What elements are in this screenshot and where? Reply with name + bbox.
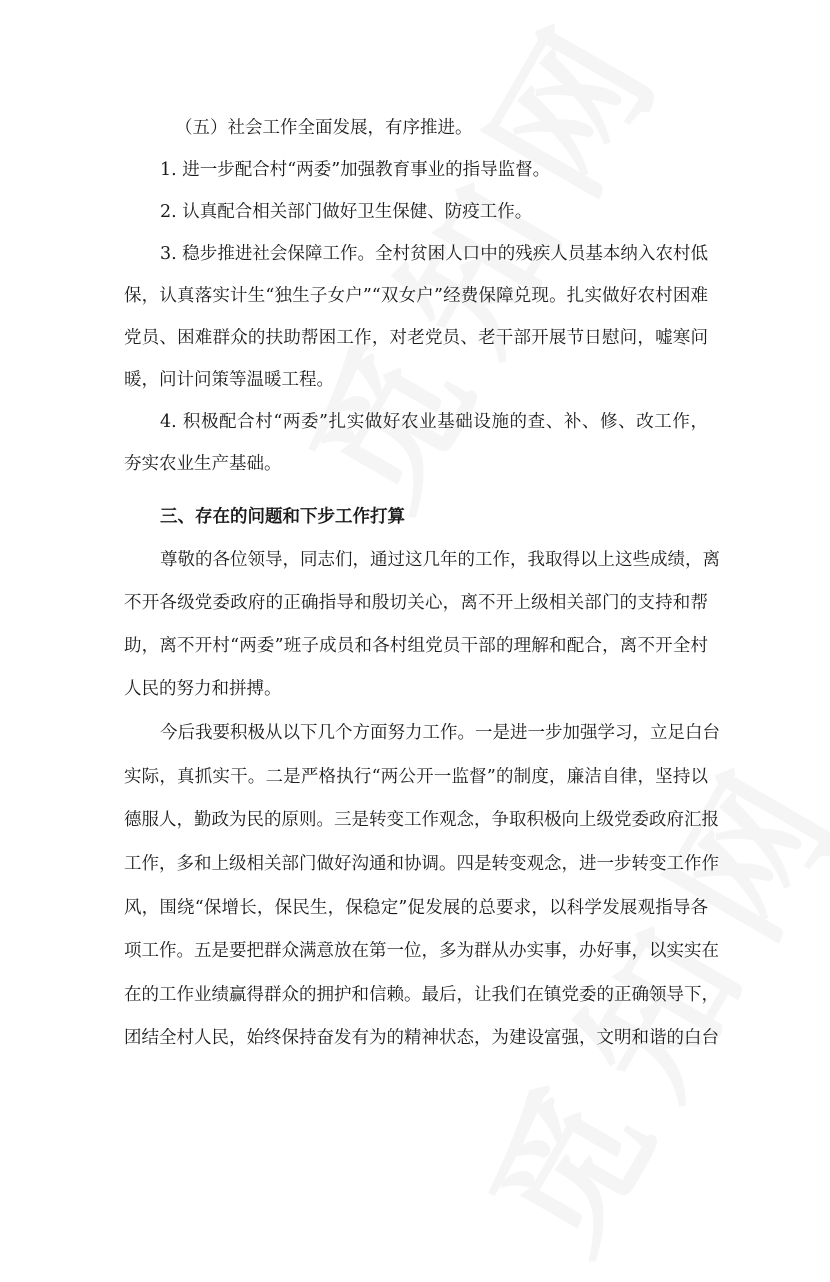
paragraph-line: 尊敬的各位领导，同志们，通过这几年的工作，我取得以上这些成绩，离: [160, 550, 720, 570]
paragraph-line: 助，离不开村“两委”班子成员和各村组党员干部的理解和配合，离不开全村: [124, 636, 708, 656]
list-item-2: 2. 认真配合相关部门做好卫生保健、防疫工作。: [160, 202, 533, 222]
list-item-3-line: 保，认真落实计生“独生子女户”“双女户”经费保障兑现。扎实做好农村困难: [124, 286, 708, 306]
list-item-4-line: 夯实农业生产基础。: [124, 454, 282, 474]
paragraph-line: 不开各级党委政府的正确指导和殷切关心，离不开上级相关部门的支持和帮: [124, 593, 708, 613]
paragraph-line: 团结全村人民，始终保持奋发有为的精神状态，为建设富强，文明和谐的白台: [124, 1028, 719, 1048]
paragraph-line: 工作，多和上级相关部门做好沟通和协调。四是转变观念，进一步转变工作作: [124, 854, 719, 874]
list-item-4-line: 4. 积极配合村“两委”扎实做好农业基础设施的查、补、修、改工作，: [160, 412, 708, 432]
paragraph-line: 德服人，勤政为民的原则。三是转变工作观念，争取积极向上级党委政府汇报: [124, 810, 719, 830]
paragraph-line: 人民的努力和拼搏。: [124, 679, 282, 699]
list-item-3-line: 暖，问计问策等温暖工程。: [124, 370, 334, 390]
list-item-3-line: 3. 稳步推进社会保障工作。全村贫困人口中的残疾人员基本纳入农村低: [160, 244, 708, 264]
paragraph-line: 项工作。五是要把群众满意放在第一位，多为群从办实事，办好事，以实实在: [124, 941, 719, 961]
paragraph-line: 在的工作业绩赢得群众的拥护和信赖。最后，让我们在镇党委的正确领导下，: [124, 985, 719, 1005]
paragraph-line: 实际，真抓实干。二是严格执行“两公开一监督”的制度，廉洁自律，坚持以: [124, 767, 708, 787]
section-heading-social-work: （五）社会工作全面发展，有序推进。: [175, 118, 473, 138]
paragraph-line: 今后我要积极从以下几个方面努力工作。一是进一步加强学习，立足白台: [160, 723, 720, 743]
list-item-3-line: 党员、困难群众的扶助帮困工作，对老党员、老干部开展节日慰问，嘘寒问: [124, 328, 708, 348]
section-heading-problems: 三、存在的问题和下步工作打算: [160, 507, 405, 527]
paragraph-line: 风，围绕“保增长，保民生，保稳定”促发展的总要求，以科学发展观指导各: [124, 898, 708, 918]
list-item-1: 1. 进一步配合村“两委”加强教育事业的指导监督。: [160, 160, 551, 180]
